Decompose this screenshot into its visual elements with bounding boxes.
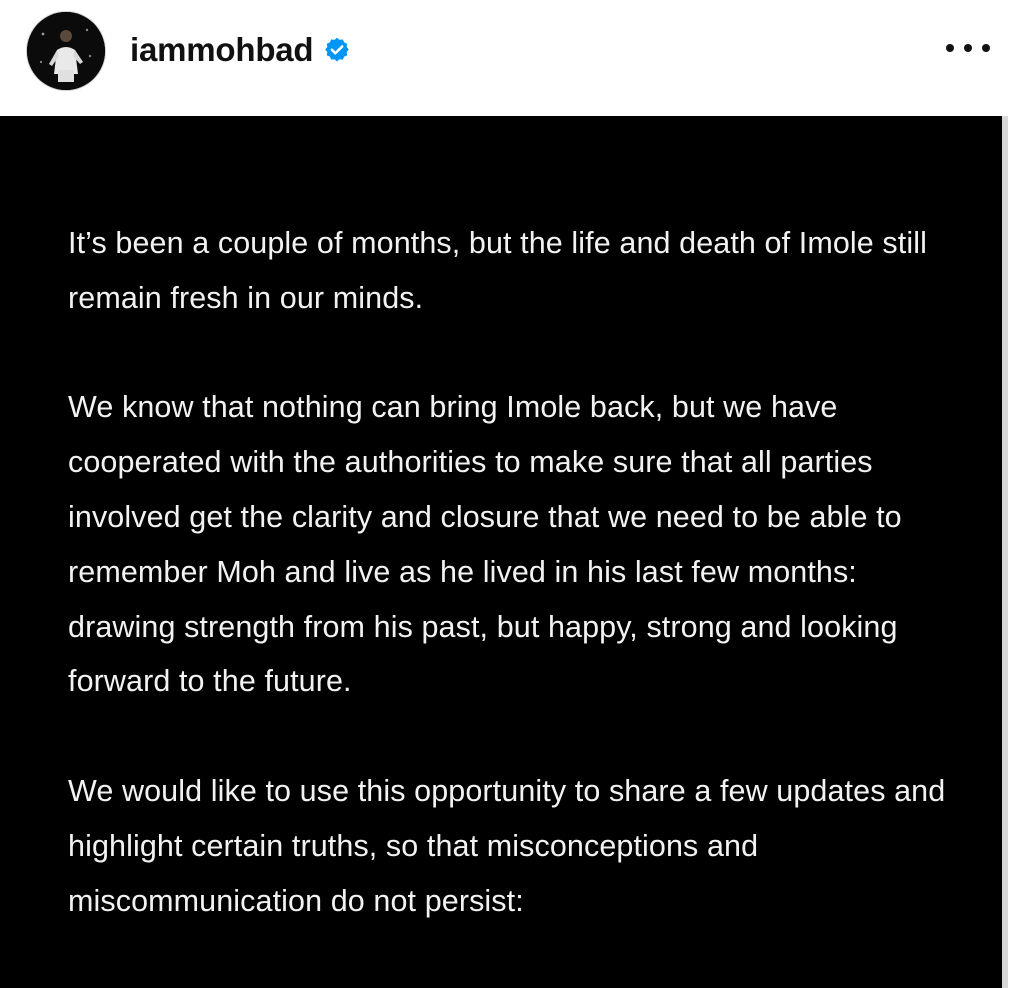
more-dot: [964, 44, 972, 52]
post-text-body: [68, 216, 968, 928]
image-edge: [1008, 116, 1024, 988]
more-dot: [982, 44, 990, 52]
post-header: [0, 0, 1024, 116]
avatar-image: [27, 12, 105, 90]
post-paragraph-2: We know that nothing can bring Imole back, but we have cooperated with the authorities to make sure that all parties involved get the clarity and closure that we need to be able to remember Moh and live as he lived in his last few months: drawing strength from his past, but happy, strong and looking forward to the future.: [68, 390, 902, 699]
username-row: [130, 28, 351, 72]
post-paragraph-3: We would like to use this opportunity to share a few updates and highlight certain truths, so that misconceptions and miscommunication do not persist:: [68, 773, 946, 918]
post-paragraph-1: It’s been a couple of months, but the life and death of Imole still remain fresh in our minds.: [68, 226, 927, 315]
post-image[interactable]: [0, 116, 1024, 988]
more-dot: [946, 44, 954, 52]
username[interactable]: iammohbad: [130, 31, 314, 68]
more-options-icon[interactable]: [946, 34, 990, 62]
verified-badge-icon: [323, 36, 351, 64]
profile-avatar-icon[interactable]: [27, 12, 105, 90]
